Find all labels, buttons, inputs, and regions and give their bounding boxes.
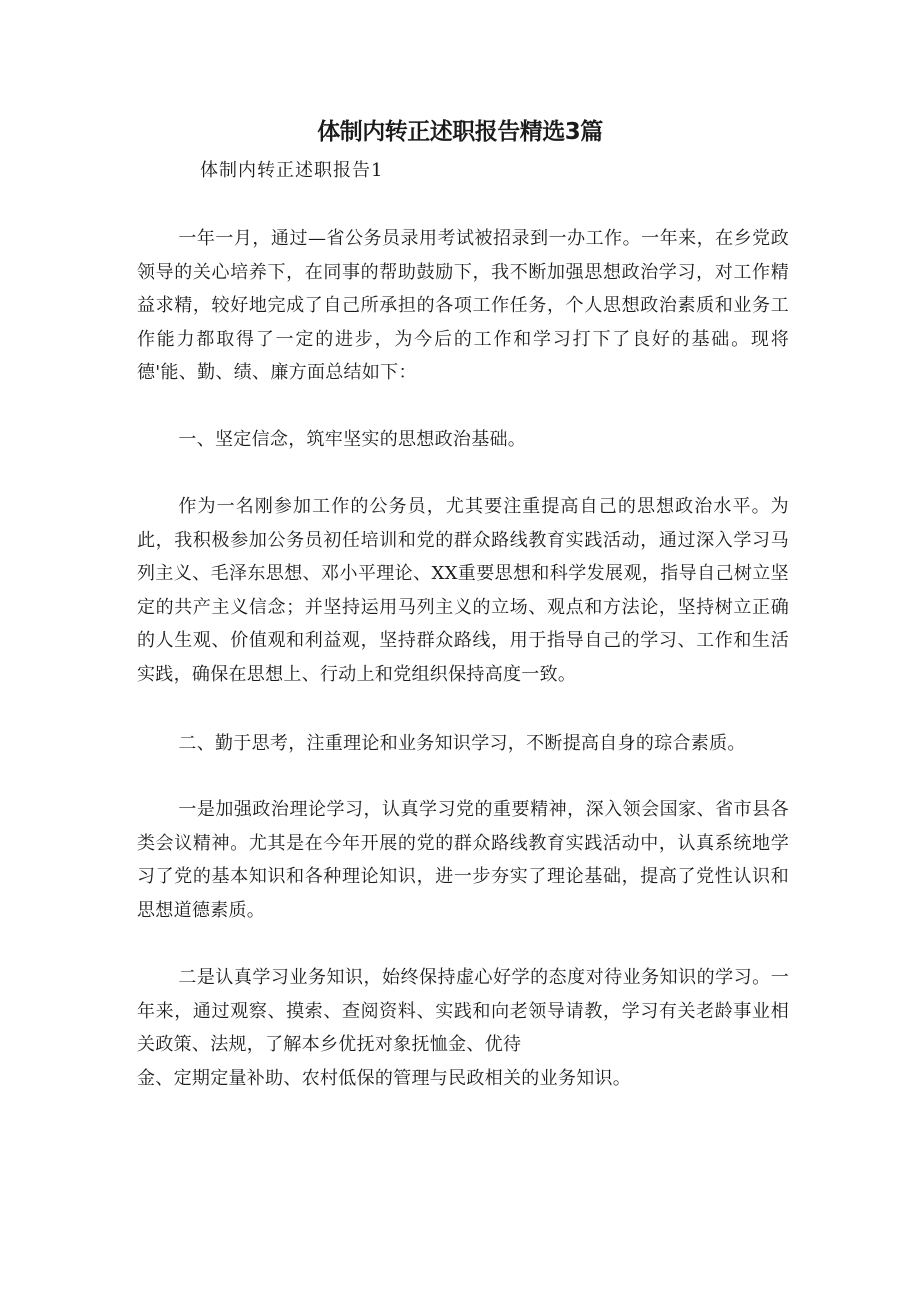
section-subtitle: 体制内转正述职报告1 <box>200 160 384 181</box>
paragraph-theory-study: 一是加强政治理论学习，认真学习党的重要精神，深入领会国家、省市县各类会议精神。尤其是在今年开展的党的群众路线教育实践活动中，认真系统地学习了党的基本知识和各种理论知识，进一步夯实了理论基础，提高了党性认识和思想道德素质。 <box>137 799 789 921</box>
section-heading-1: 一、坚定信念，筑牢坚实的思想政治基础。 <box>178 429 527 450</box>
paragraph-political-study: 作为一名刚参加工作的公务员，尤其要注重提高自己的思想政治水平。为此，我积极参加公务员初任培训和党的群众路线教育实践活动，通过深入学习马列主义、毛泽东思想、邓小平理论、XX重要思想和科学发展观，指导自己树立坚定的共产主义信念；并坚持运用马列主义的立场、观点和方法论，坚持树立正确的人生观、价值观和利益观，坚持群众路线，用于指导自己的学习、工作和生活实践，确保在思想上、行动上和党组织保持高度一致。 <box>137 496 789 685</box>
paragraph-intro: 一年一月，通过—省公务员录用考试被招录到一办工作。一年来，在乡党政领导的关心培养下，在同事的帮助鼓励下，我不断加强思想政治学习，对工作精益求精，较好地完成了自己所承担的各项工作任务，个人思想政治素质和业务工作能力都取得了一定的进步，为今后的工作和学习打下了良好的基础。现将德'能、勤、绩、廉方面总结如下： <box>137 228 789 384</box>
paragraph-business-study: 二是认真学习业务知识，始终保持虚心好学的态度对待业务知识的学习。一年来，通过观察、摸索、查阅资料、实践和向老领导请教，学习有关老龄事业相关政策、法规，了解本乡优抚对象抚恤金、优待 <box>137 967 789 1056</box>
section-heading-2: 二、勤于思考，注重理论和业务知识学习，不断提高自身的琮合素质。 <box>178 733 746 754</box>
paragraph-continuation: 金、定期定量补助、农村低保的管理与民政相关的业务知识。 <box>137 1068 632 1089</box>
document-title: 体制内转正述职报告精选3篇 <box>317 119 603 145</box>
